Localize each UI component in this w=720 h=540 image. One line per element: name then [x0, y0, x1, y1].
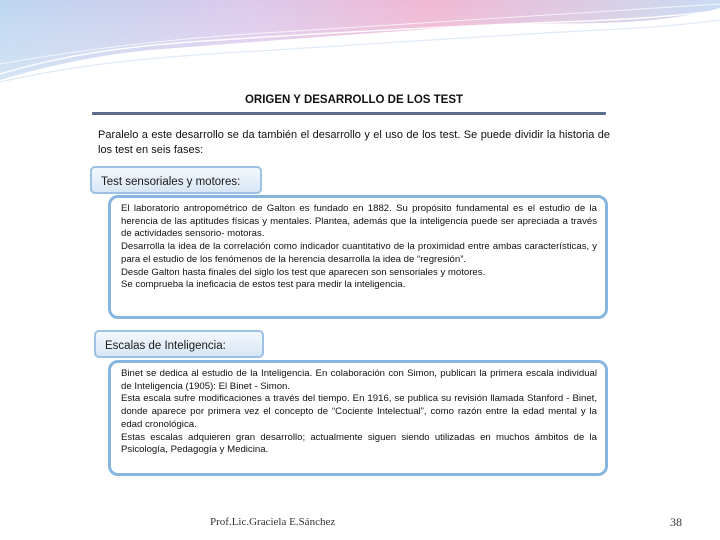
- footer-author: Prof.Lic.Graciela E.Sánchez: [210, 516, 336, 528]
- section-paragraph: Se comprueba la ineficacia de estos test para medir la inteligencia.: [121, 279, 406, 291]
- section-paragraph: Estas escalas adquieren gran desarrollo; actualmente siguen siendo utilizadas en muchos ámbitos de la Psicología, Pedagogía y Medicina.: [121, 431, 597, 456]
- title-underline: [92, 112, 606, 115]
- section-paragraph: El laboratorio antropométrico de Galton es fundado en 1882. Su propósito fundamental es el estudio de la herencia de las aptitudes físicas y mentales. Plantea, además que la inteligencia puede ser apreciada a través de actividades sensorio- motoras.: [121, 203, 597, 240]
- decorative-banner: [0, 0, 720, 90]
- slide-title: ORIGEN Y DESARROLLO DE LOS TEST: [244, 94, 464, 106]
- section-paragraph: Binet se dedica al estudio de la Inteligencia. En colaboración con Simon, publican la primera escala individual de Inteligencia (1905): El Binet - Simon.: [121, 368, 597, 392]
- section-label-sensory-motor: Test sensoriales y motores:: [90, 166, 262, 194]
- section-paragraph: Esta escala sufre modificaciones a través del tiempo. En 1916, se publica su revisión llamada Stanford - Binet, donde aparece por primera vez el concepto de “Cociente Intelectual”, como razón entre la edad mental y la edad cronológica.: [121, 393, 597, 430]
- slide-content: [82, 84, 626, 484]
- intro-text: Paralelo a este desarrollo se da también el desarrollo y el uso de los test. Se puede dividir la historia de los test en seis fases:: [98, 129, 610, 156]
- section-box-intelligence-scales: [108, 360, 608, 476]
- section-label-intelligence-scales: Escalas de Inteligencia:: [94, 330, 264, 358]
- page-number: 38: [670, 515, 682, 529]
- section-paragraph: Desde Galton hasta finales del siglo los test que aparecen son sensoriales y motores.: [121, 266, 486, 278]
- section-box-sensory-motor: [108, 195, 608, 319]
- section-paragraph: Desarrolla la idea de la correlación como indicador cuantitativo de la proximidad entre ambas características, y para el estudio de los fenómenos de la herencia desarrolla la idea de “regresión”.: [121, 241, 597, 265]
